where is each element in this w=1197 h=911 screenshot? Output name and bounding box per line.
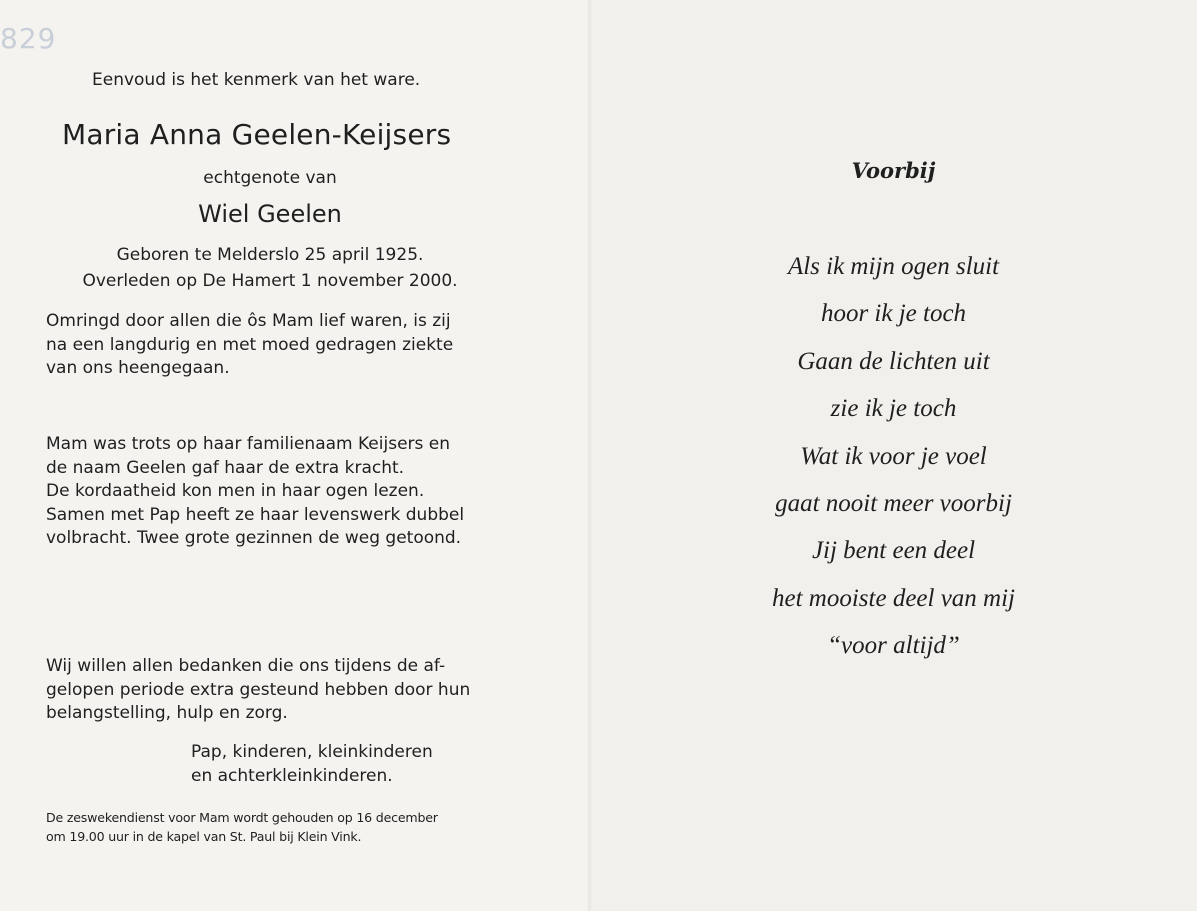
death-line: Overleden op De Hamert 1 november 2000. [82,271,458,291]
paragraph-passing [46,310,504,381]
text-line: Wij willen allen bedanken die ons tijdens de af- [46,656,446,676]
archive-number: 829 [0,22,57,55]
text-line: van ons heengegaan. [46,358,230,378]
family-signature [191,740,433,788]
text-line: De kordaatheid kon men in haar ogen lezen. [46,481,425,501]
spouse-name: Wiel Geelen [198,200,342,228]
text-line: Omringd door allen die ôs Mam lief waren, is zij [46,311,451,331]
spouse-label: echtgenote van [203,168,337,188]
text-line: volbracht. Twee grote gezinnen de weg getoond. [46,528,462,548]
text-line: Mam was trots op haar familienaam Keijsers en [46,434,451,454]
poem-line: gaat nooit meer voorbij [775,489,1012,517]
poem-line: Als ik mijn ogen sluit [787,253,1000,280]
text-line: belangstelling, hulp en zorg. [46,703,288,723]
service-line: De zeswekendienst voor Mam wordt gehouden op 16 december [46,810,438,825]
signature-line: Pap, kinderen, kleinkinderen [191,742,433,762]
poem-line: het mooiste deel van mij [772,584,1015,612]
text-line: Samen met Pap heeft ze haar levenswerk dubbel [46,504,465,525]
service-note [46,808,438,846]
poem-line: Gaan de lichten uit [797,347,990,375]
deceased-name: Maria Anna Geelen-Keijsers [62,118,452,151]
paragraph-thanks [46,655,504,726]
service-line: om 19.00 uur in de kapel van St. Paul bij Klein Vink. [46,829,362,844]
poem-line: “voor altijd” [827,632,960,660]
birth-line: Geboren te Melderslo 25 april 1925. [116,245,424,265]
poem-line: hoor ik je toch [820,300,967,328]
motto: Eenvoud is het kenmerk van het ware. [92,70,421,90]
text-line: gelopen periode extra gesteund hebben door hun [46,679,471,700]
text-line: de naam Geelen gaf haar de extra kracht. [46,457,405,478]
paragraph-tribute [46,433,504,551]
poem [590,252,1197,679]
signature-line: en achterkleinkinderen. [191,766,393,786]
poem-line: zie ik je toch [830,395,957,423]
poem-title: Voorbij [851,158,936,183]
poem-line: Jij bent een deel [811,537,976,565]
poem-line: Wat ik voor je voel [800,442,987,470]
text-line: na een langdurig en met moed gedragen ziekte [46,334,454,355]
